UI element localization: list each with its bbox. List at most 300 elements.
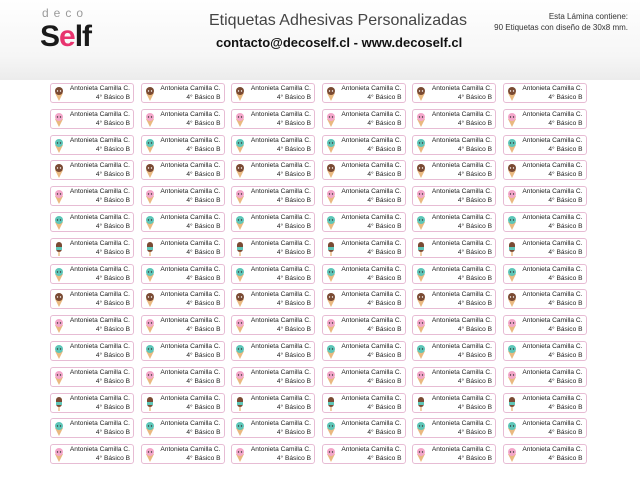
mint-icecream-icon [506,267,518,282]
label-grade: 4° Básico B [186,197,221,205]
mint-icecream-icon [325,267,337,282]
name-label [412,264,496,284]
label-name: Antonieta Camilla C. [431,343,492,350]
mint-icecream-icon [144,344,156,359]
label-grade: 4° Básico B [367,455,402,463]
label-grade: 4° Básico B [95,94,130,101]
label-name: Antonieta Camilla C. [69,317,130,325]
mint-icecream-icon [53,421,65,436]
mint-icecream-icon [144,138,156,153]
name-label [322,160,406,180]
name-label [412,83,496,103]
label-name: Antonieta Camilla C. [341,136,402,144]
name-label [50,444,134,464]
label-name: Antonieta Camilla C. [431,239,492,247]
label-name: Antonieta Camilla C. [69,188,130,196]
label-name: Antonieta Camilla C. [341,317,402,325]
label-grade: 4° Básico B [276,300,311,308]
label-name: Antonieta Camilla C. [69,85,130,92]
name-label [50,315,134,335]
label-name: Antonieta Camilla C. [341,446,402,454]
label-grade: 4° Básico B [276,145,311,153]
label-grade: 4° Básico B [95,197,130,205]
sheet-info [494,11,628,33]
name-label [231,341,315,361]
label-grade: 4° Básico B [457,197,492,205]
label-grade: 4° Básico B [276,197,311,205]
popsicle-icon [53,241,65,256]
name-label [412,393,496,413]
name-label [322,418,406,438]
label-grade: 4° Básico B [548,197,583,205]
label-name: Antonieta Camilla C. [341,291,402,299]
label-name: Antonieta Camilla C. [250,136,311,144]
label-grade: 4° Básico B [548,94,583,101]
name-label [141,160,225,180]
mint-icecream-icon [234,344,246,359]
mint-icecream-icon [415,138,427,153]
label-grade: 4° Básico B [548,119,583,127]
label-name: Antonieta Camilla C. [341,394,402,402]
logo-self: Self [40,20,92,53]
pink-icecream-icon [53,318,65,333]
label-name: Antonieta Camilla C. [69,394,130,402]
name-label [503,238,587,258]
name-label [503,341,587,361]
pink-icecream-icon [234,112,246,127]
label-grade: 4° Básico B [95,171,130,179]
label-name: Antonieta Camilla C. [431,394,492,402]
label-grade: 4° Básico B [95,248,130,256]
name-label [503,160,587,180]
label-grade: 4° Básico B [95,403,130,411]
mint-icecream-icon [415,267,427,282]
name-label [141,444,225,464]
label-grade: 4° Básico B [186,248,221,256]
label-grade: 4° Básico B [95,274,130,282]
popsicle-icon [144,241,156,256]
chocolate-icecream-icon [506,292,518,307]
label-name: Antonieta Camilla C. [250,394,311,402]
label-grade: 4° Básico B [548,377,583,385]
label-name: Antonieta Camilla C. [522,368,583,376]
pink-icecream-icon [53,370,65,385]
mint-icecream-icon [234,215,246,230]
name-label [50,289,134,309]
popsicle-icon [234,396,246,411]
pink-icecream-icon [415,112,427,127]
label-grade: 4° Básico B [95,455,130,463]
label-grade: 4° Básico B [548,300,583,308]
pink-icecream-icon [325,447,337,462]
label-name: Antonieta Camilla C. [160,110,221,118]
label-grade: 4° Básico B [457,145,492,153]
label-grade: 4° Básico B [367,300,402,308]
label-grade: 4° Básico B [457,352,492,359]
name-label [231,109,315,129]
label-grade: 4° Básico B [186,171,221,179]
label-grade: 4° Básico B [367,429,402,437]
label-name: Antonieta Camilla C. [69,110,130,118]
pink-icecream-icon [53,112,65,127]
name-label [141,186,225,206]
label-name: Antonieta Camilla C. [522,291,583,299]
name-label [50,367,134,387]
label-name: Antonieta Camilla C. [522,214,583,221]
label-name: Antonieta Camilla C. [69,368,130,376]
label-grade: 4° Básico B [367,377,402,385]
pink-icecream-icon [325,370,337,385]
pink-icecream-icon [144,318,156,333]
label-name: Antonieta Camilla C. [431,446,492,454]
label-grade: 4° Básico B [276,429,311,437]
logo-deco: deco [42,6,89,20]
pink-icecream-icon [234,189,246,204]
name-label [50,264,134,284]
name-label [503,444,587,464]
popsicle-icon [144,396,156,411]
pink-icecream-icon [415,370,427,385]
label-name: Antonieta Camilla C. [431,420,492,428]
label-grade: 4° Básico B [548,223,583,230]
label-name: Antonieta Camilla C. [160,317,221,325]
label-name: Antonieta Camilla C. [431,214,492,221]
mint-icecream-icon [53,215,65,230]
pink-icecream-icon [53,447,65,462]
name-label [412,135,496,155]
label-name: Antonieta Camilla C. [522,343,583,350]
name-label [322,289,406,309]
label-grade: 4° Básico B [276,223,311,230]
pink-icecream-icon [53,189,65,204]
name-label [322,186,406,206]
label-name: Antonieta Camilla C. [69,420,130,428]
pink-icecream-icon [415,447,427,462]
pink-icecream-icon [506,189,518,204]
label-name: Antonieta Camilla C. [341,239,402,247]
name-label [231,186,315,206]
name-label [322,212,406,232]
name-label [50,341,134,361]
name-label [141,418,225,438]
popsicle-icon [506,241,518,256]
pink-icecream-icon [144,370,156,385]
label-grade: 4° Básico B [367,145,402,153]
label-name: Antonieta Camilla C. [160,343,221,350]
pink-icecream-icon [415,318,427,333]
label-grade: 4° Básico B [186,300,221,308]
label-name: Antonieta Camilla C. [160,265,221,273]
name-label [503,315,587,335]
name-label [50,109,134,129]
name-label [231,160,315,180]
pink-icecream-icon [415,189,427,204]
label-name: Antonieta Camilla C. [341,368,402,376]
label-grade: 4° Básico B [276,248,311,256]
name-label [50,160,134,180]
label-grade: 4° Básico B [186,403,221,411]
name-label [322,444,406,464]
label-name: Antonieta Camilla C. [69,239,130,247]
mint-icecream-icon [325,421,337,436]
name-label [412,160,496,180]
name-label [322,238,406,258]
name-label [50,238,134,258]
name-label [231,83,315,103]
name-label [141,315,225,335]
label-grade: 4° Básico B [457,119,492,127]
page-title: Etiquetas Adhesivas Personalizadas [209,12,467,29]
label-name: Antonieta Camilla C. [522,136,583,144]
name-label [141,341,225,361]
pink-icecream-icon [506,370,518,385]
label-grade: 4° Básico B [548,145,583,153]
mint-icecream-icon [506,138,518,153]
name-label [412,212,496,232]
mint-icecream-icon [415,421,427,436]
name-label [412,186,496,206]
name-label [231,135,315,155]
label-name: Antonieta Camilla C. [431,188,492,196]
label-grade: 4° Básico B [367,352,402,359]
mint-icecream-icon [415,344,427,359]
label-grade: 4° Básico B [548,326,583,334]
name-label [412,341,496,361]
label-name: Antonieta Camilla C. [69,291,130,299]
chocolate-icecream-icon [53,163,65,178]
pink-icecream-icon [325,318,337,333]
label-name: Antonieta Camilla C. [431,136,492,144]
label-grade: 4° Básico B [186,119,221,127]
label-name: Antonieta Camilla C. [250,446,311,454]
name-label [50,212,134,232]
label-grade: 4° Básico B [95,145,130,153]
name-label [231,444,315,464]
label-grade: 4° Básico B [548,352,583,359]
chocolate-icecream-icon [415,86,427,101]
chocolate-icecream-icon [234,86,246,101]
chocolate-icecream-icon [325,163,337,178]
label-grade: 4° Básico B [548,171,583,179]
label-name: Antonieta Camilla C. [522,317,583,325]
label-name: Antonieta Camilla C. [341,162,402,170]
mint-icecream-icon [234,421,246,436]
pink-icecream-icon [234,370,246,385]
chocolate-icecream-icon [144,292,156,307]
pink-icecream-icon [144,447,156,462]
label-name: Antonieta Camilla C. [250,110,311,118]
popsicle-icon [325,241,337,256]
name-label [141,238,225,258]
label-grade: 4° Básico B [276,119,311,127]
label-grade: 4° Básico B [186,352,221,359]
label-name: Antonieta Camilla C. [431,85,492,92]
label-grade: 4° Básico B [186,326,221,334]
name-label [231,212,315,232]
name-label [231,238,315,258]
label-name: Antonieta Camilla C. [250,291,311,299]
mint-icecream-icon [506,344,518,359]
name-label [231,393,315,413]
label-grade: 4° Básico B [276,171,311,179]
label-grade: 4° Básico B [95,300,130,308]
name-label [322,264,406,284]
chocolate-icecream-icon [325,86,337,101]
label-name: Antonieta Camilla C. [522,110,583,118]
label-grade: 4° Básico B [276,94,311,101]
name-label [322,315,406,335]
name-label [141,109,225,129]
chocolate-icecream-icon [234,292,246,307]
label-name: Antonieta Camilla C. [431,368,492,376]
chocolate-icecream-icon [144,86,156,101]
name-label [322,367,406,387]
label-name: Antonieta Camilla C. [522,188,583,196]
label-grade: 4° Básico B [457,429,492,437]
label-grade: 4° Básico B [367,119,402,127]
label-grade: 4° Básico B [457,326,492,334]
label-grade: 4° Básico B [457,274,492,282]
name-label [50,186,134,206]
label-name: Antonieta Camilla C. [69,343,130,350]
name-label [231,264,315,284]
label-name: Antonieta Camilla C. [69,162,130,170]
label-name: Antonieta Camilla C. [160,446,221,454]
label-grade: 4° Básico B [186,94,221,101]
label-name: Antonieta Camilla C. [250,85,311,92]
label-grade: 4° Básico B [367,403,402,411]
label-grade: 4° Básico B [276,455,311,463]
name-label [412,418,496,438]
chocolate-icecream-icon [53,292,65,307]
pink-icecream-icon [506,447,518,462]
name-label [503,135,587,155]
name-label [141,367,225,387]
name-label [50,135,134,155]
label-grade: 4° Básico B [457,94,492,101]
name-label [412,367,496,387]
label-grade: 4° Básico B [95,352,130,359]
name-label [141,289,225,309]
name-label [503,264,587,284]
popsicle-icon [325,396,337,411]
mint-icecream-icon [325,138,337,153]
label-grade: 4° Básico B [95,119,130,127]
label-grade: 4° Básico B [457,377,492,385]
label-grade: 4° Básico B [367,223,402,230]
name-label [412,289,496,309]
label-name: Antonieta Camilla C. [69,136,130,144]
label-name: Antonieta Camilla C. [160,420,221,428]
label-name: Antonieta Camilla C. [160,85,221,92]
label-grade: 4° Básico B [548,274,583,282]
mint-icecream-icon [53,267,65,282]
label-name: Antonieta Camilla C. [431,162,492,170]
name-label [141,264,225,284]
mint-icecream-icon [506,215,518,230]
label-name: Antonieta Camilla C. [69,446,130,454]
label-name: Antonieta Camilla C. [160,394,221,402]
label-grade: 4° Básico B [186,455,221,463]
chocolate-icecream-icon [415,163,427,178]
popsicle-icon [234,241,246,256]
label-grade: 4° Básico B [367,274,402,282]
name-label [503,186,587,206]
label-grade: 4° Básico B [276,403,311,411]
label-grade: 4° Básico B [457,300,492,308]
label-name: Antonieta Camilla C. [250,343,311,350]
name-label [50,83,134,103]
name-label [50,393,134,413]
popsicle-icon [506,396,518,411]
name-label [322,341,406,361]
mint-icecream-icon [53,344,65,359]
label-name: Antonieta Camilla C. [522,420,583,428]
label-grade: 4° Básico B [457,171,492,179]
label-grade: 4° Básico B [276,352,311,359]
name-label [503,212,587,232]
label-grade: 4° Básico B [95,326,130,334]
label-grade: 4° Básico B [367,197,402,205]
sheet-info-line-1: Esta Lámina contiene: [548,12,628,21]
name-label [503,418,587,438]
label-name: Antonieta Camilla C. [522,446,583,454]
mint-icecream-icon [234,138,246,153]
label-grade: 4° Básico B [457,455,492,463]
label-name: Antonieta Camilla C. [250,420,311,428]
label-grade: 4° Básico B [276,326,311,334]
label-name: Antonieta Camilla C. [522,239,583,247]
name-label [412,109,496,129]
label-name: Antonieta Camilla C. [160,368,221,376]
label-name: Antonieta Camilla C. [431,265,492,273]
popsicle-icon [53,396,65,411]
name-label [503,83,587,103]
label-grade: 4° Básico B [548,429,583,437]
popsicle-icon [415,241,427,256]
name-label [322,109,406,129]
mint-icecream-icon [506,421,518,436]
label-grade: 4° Básico B [457,248,492,256]
name-label [322,83,406,103]
popsicle-icon [415,396,427,411]
label-name: Antonieta Camilla C. [250,317,311,325]
label-grade: 4° Básico B [367,94,402,101]
chocolate-icecream-icon [506,163,518,178]
label-name: Antonieta Camilla C. [341,85,402,92]
label-name: Antonieta Camilla C. [250,214,311,221]
chocolate-icecream-icon [53,86,65,101]
name-label [322,393,406,413]
mint-icecream-icon [144,215,156,230]
label-grade: 4° Básico B [276,377,311,385]
label-name: Antonieta Camilla C. [522,162,583,170]
pink-icecream-icon [325,112,337,127]
name-label [503,289,587,309]
name-label [141,393,225,413]
label-grade: 4° Básico B [457,403,492,411]
chocolate-icecream-icon [415,292,427,307]
label-grade: 4° Básico B [457,223,492,230]
decoself-logo [38,6,118,56]
name-label [412,238,496,258]
name-label [50,418,134,438]
chocolate-icecream-icon [506,86,518,101]
contact-line: contacto@decoself.cl - www.decoself.cl [216,35,463,50]
label-name: Antonieta Camilla C. [341,110,402,118]
label-grade: 4° Básico B [186,223,221,230]
mint-icecream-icon [234,267,246,282]
